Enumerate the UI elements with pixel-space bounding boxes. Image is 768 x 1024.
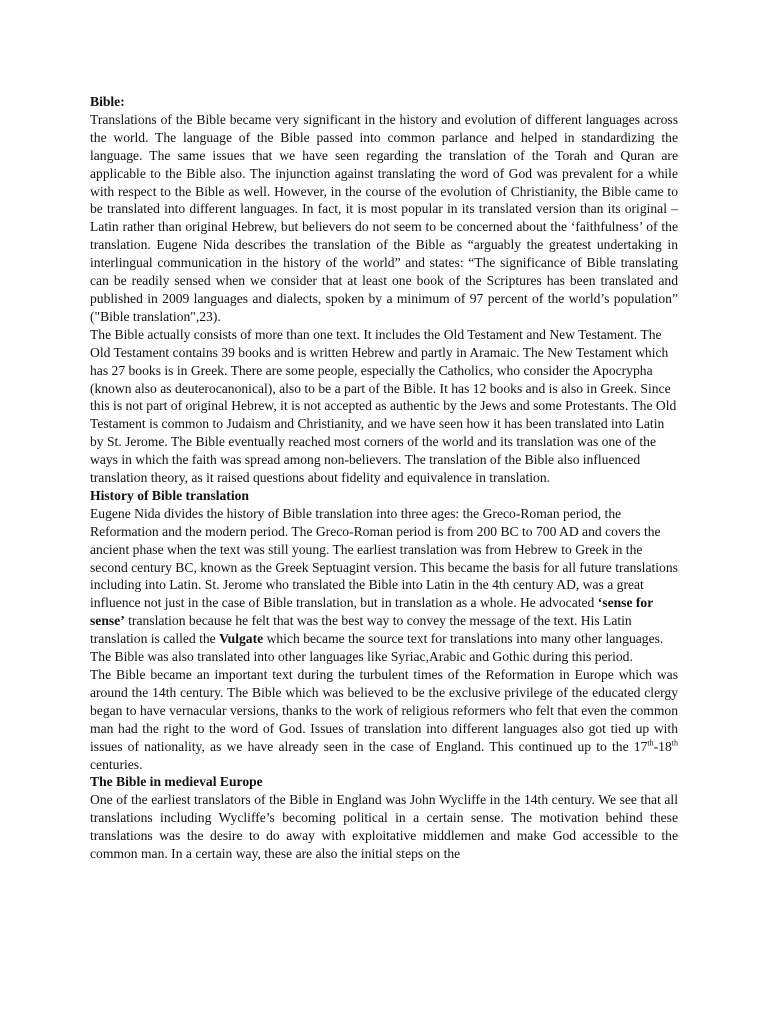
paragraph-medieval: One of the earliest translators of the Bible in England was John Wycliffe in the 14th century. We see that all translations including Wycliffe’s becoming political in a certain sense. The motivation behind these translations was the desire to do away with exploitative middlemen and make God accessible to the common man. In a certain way, these are also the initial steps on the	[90, 792, 678, 862]
history-bold-vulgate: Vulgate	[219, 631, 264, 647]
reformation-text-b: -18	[653, 738, 672, 754]
document-page	[90, 93, 678, 863]
reformation-text-a: The Bible became an important text during the turbulent times of the Reformation in Europe which was around the 14th century. The Bible which was believed to be the exclusive privilege of the educated clergy began to have vernacular versions, thanks to the work of religious reformers who felt that even the common man had the right to the word of God. Issues of translation into different languages also got tied up with issues of nationality, as we have already seen in the case of England. This continued up to the 17	[90, 667, 678, 754]
reformation-sup-2: th	[671, 738, 678, 748]
reformation-sup-1: th	[647, 738, 654, 748]
paragraph-bible-texts: The Bible actually consists of more than one text. It includes the Old Testament and New Testament. The Old Testament contains 39 books and is written Hebrew and partly in Aramaic. The New Testament which has 27 books is in Greek. There are some people, especially the Catholics, who consider the Apocrypha (known also as deuterocanonical), also to be a part of the Bible. It has 12 books and is also in Greek. Since this is not part of original Hebrew, it is not accepted as authentic by the Jews and some Protestants. The Old Testament is common to Judaism and Christianity, and we have seen how it has been translated into Latin by St. Jerome. The Bible eventually reached most corners of the world and its translation was one of the ways in which the faith was spread among non-believers. The translation of the Bible also influenced translation theory, as it raised questions about fidelity and equivalence in translation.	[90, 326, 677, 486]
heading-bible: Bible:	[90, 94, 125, 109]
paragraph-history	[90, 505, 678, 666]
history-bold-sense: ‘sense for sense’	[90, 595, 653, 629]
reformation-text-c: centuries.	[90, 756, 143, 772]
paragraph-reformation	[90, 666, 678, 773]
paragraph-bible-intro: Translations of the Bible became very significant in the history and evolution of different languages across the world. The language of the Bible passed into common parlance and helped in standardizing the language. The same issues that we have seen regarding the translation of the Torah and Quran are applicable to the Bible also. The injunction against translating the word of God was prevalent for a while with respect to the Bible as well. However, in the course of the evolution of Christianity, the Bible came to be translated into different languages. In fact, it is most popular in its translated version than its original – Latin rather than original Hebrew, but believers do not seem to be concerned about the ‘faithfulness’ of the translation. Eugene Nida describes the translation of the Bible as “arguably the greatest undertaking in interlingual communication in the history of the world” and states: “The significance of Bible translating can be readily sensed when we consider that at least one book of the Scriptures has been translated and published in 2009 languages and dialects, spoken by a minimum of 97 percent of the world’s population” ("Bible translation",23).	[90, 111, 678, 324]
history-text-b: translation because he felt that was the best way to convey the message of the text. His Latin translation is called the	[90, 613, 632, 647]
history-text-c: which became the source text for translations into many other languages. The Bible was also translated into other languages like Syriac,Arabic and Gothic during this period.	[90, 631, 664, 665]
history-text-a: Eugene Nida divides the history of Bible translation into three ages: the Greco-Roman period, the Reformation and the modern period. The Greco-Roman period is from 200 BC to 700 AD and covers the ancient phase when the text was still young. The earliest translation was from Hebrew to Greek in the second century BC, known as the Greek Septuagint version. This became the basis for all future translations including into Latin. St. Jerome who translated the Bible into Latin in the 4th century AD, was a great influence not just in the case of Bible translation, but in translation as a whole. He advocated	[90, 505, 678, 611]
heading-medieval: The Bible in medieval Europe	[90, 774, 263, 790]
heading-history: History of Bible translation	[90, 487, 249, 503]
